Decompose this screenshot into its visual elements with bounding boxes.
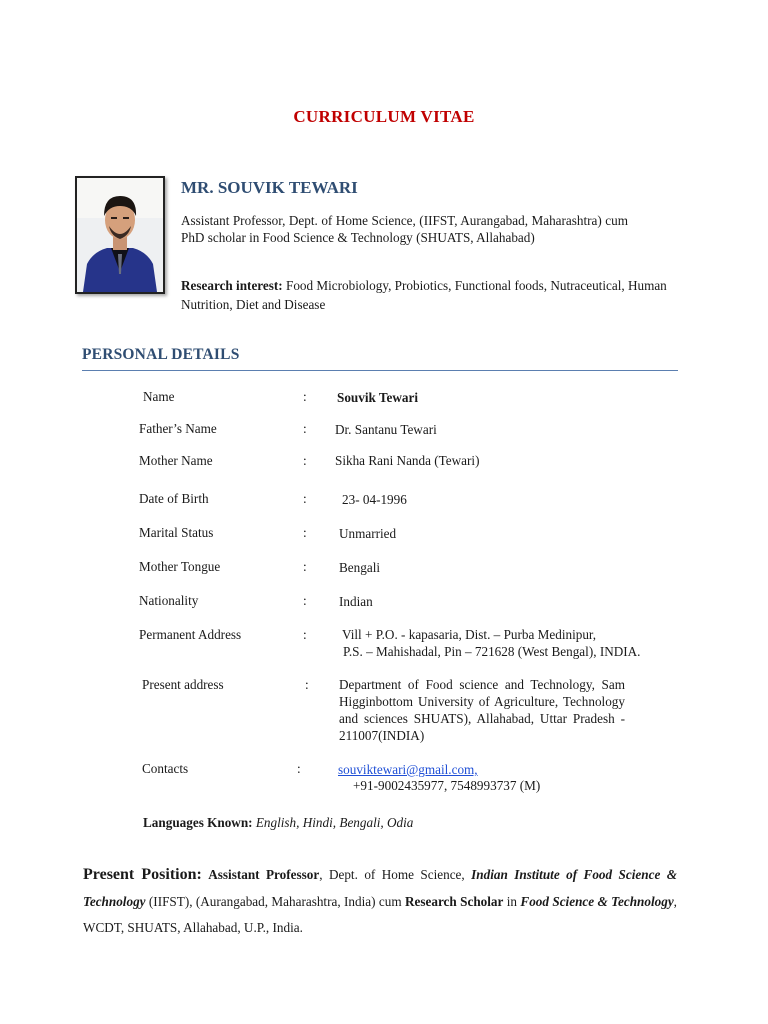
research-interest bbox=[181, 276, 671, 314]
section-divider bbox=[82, 370, 678, 371]
detail-colon: : bbox=[303, 453, 307, 468]
candidate-name: MR. SOUVIK TEWARI bbox=[181, 178, 358, 197]
present-position-text: (IIFST), (Aurangabad, Maharashtra, India) cum bbox=[145, 893, 405, 909]
present-position-field: Food Science & Technology bbox=[520, 893, 674, 909]
research-text: Food Microbiology, Probiotics, Functional foods, Nutraceutical, Human Nutrition, Diet and Disease bbox=[181, 278, 667, 312]
detail-value-dob: 23- 04-1996 bbox=[342, 492, 407, 507]
detail-colon: : bbox=[303, 491, 307, 506]
languages-value: English, Hindi, Bengali, Odia bbox=[255, 815, 414, 830]
present-position-text: , WCDT, SHUATS, Allahabad, U.P., India. bbox=[83, 893, 677, 935]
languages-known bbox=[143, 815, 413, 831]
detail-value-marital: Unmarried bbox=[339, 526, 397, 541]
detail-label-marital: Marital Status bbox=[139, 525, 214, 540]
detail-colon: : bbox=[303, 627, 307, 642]
detail-label-father: Father’s Name bbox=[139, 421, 217, 436]
detail-value-name: Souvik Tewari bbox=[337, 390, 418, 405]
detail-colon: : bbox=[305, 677, 309, 692]
present-position-text: in bbox=[503, 893, 521, 909]
languages-label: Languages Known: bbox=[143, 815, 253, 830]
detail-label-permanent-address: Permanent Address bbox=[139, 627, 242, 642]
detail-value-permanent-address-line2: P.S. – Mahishadal, Pin – 721628 (West Bengal), INDIA. bbox=[343, 644, 641, 659]
detail-value-mother: Sikha Rani Nanda (Tewari) bbox=[335, 453, 480, 468]
detail-label-present-address: Present address bbox=[142, 677, 224, 692]
detail-value-phone: +91-9002435977, 7548993737 (M) bbox=[353, 778, 541, 793]
present-position-role2: Research Scholar bbox=[404, 893, 504, 909]
detail-colon: : bbox=[303, 421, 307, 436]
detail-label-mother: Mother Name bbox=[139, 453, 213, 468]
research-label: Research interest: bbox=[181, 278, 283, 293]
detail-colon: : bbox=[297, 761, 301, 776]
detail-colon: : bbox=[303, 593, 307, 608]
detail-colon: : bbox=[303, 559, 307, 574]
detail-value-father: Dr. Santanu Tewari bbox=[335, 422, 437, 437]
detail-value-present-address: Department of Food science and Technology, Sam Higginbottom University of Agriculture, Technology and sciences SHUATS), Allahabad, Uttar Pradesh - 211007(INDIA) bbox=[339, 677, 625, 743]
detail-label-tongue: Mother Tongue bbox=[139, 559, 221, 574]
present-position-institute: Indian Institute of Food Science & Technology bbox=[83, 867, 677, 909]
section-heading-personal-details: PERSONAL DETAILS bbox=[82, 346, 240, 363]
email-link[interactable]: souviktewari@gmail.com, bbox=[338, 762, 478, 777]
present-position-label: Present Position: bbox=[83, 866, 202, 883]
present-position-role: Assistant Professor bbox=[208, 867, 320, 882]
detail-colon: : bbox=[303, 389, 307, 404]
detail-label-contacts: Contacts bbox=[142, 761, 189, 776]
document-title: CURRICULUM VITAE bbox=[293, 107, 475, 126]
detail-value-permanent-address-line1: Vill + P.O. - kapasaria, Dist. – Purba Medinipur, bbox=[342, 627, 597, 642]
detail-label-dob: Date of Birth bbox=[139, 491, 209, 506]
detail-value-tongue: Bengali bbox=[339, 560, 381, 575]
detail-colon: : bbox=[303, 525, 307, 540]
present-position-text: , Dept. of Home Science, bbox=[319, 867, 472, 882]
profile-description: Assistant Professor, Dept. of Home Science, (IIFST, Aurangabad, Maharashtra) cum PhD scholar in Food Science & Technology (SHUATS, Allahabad) bbox=[181, 213, 628, 245]
detail-label-nationality: Nationality bbox=[139, 593, 199, 608]
detail-label-name: Name bbox=[143, 389, 175, 404]
detail-value-nationality: Indian bbox=[339, 594, 373, 609]
present-position-paragraph bbox=[83, 862, 677, 942]
profile-photo bbox=[75, 176, 165, 294]
person-photo-icon bbox=[77, 178, 163, 292]
